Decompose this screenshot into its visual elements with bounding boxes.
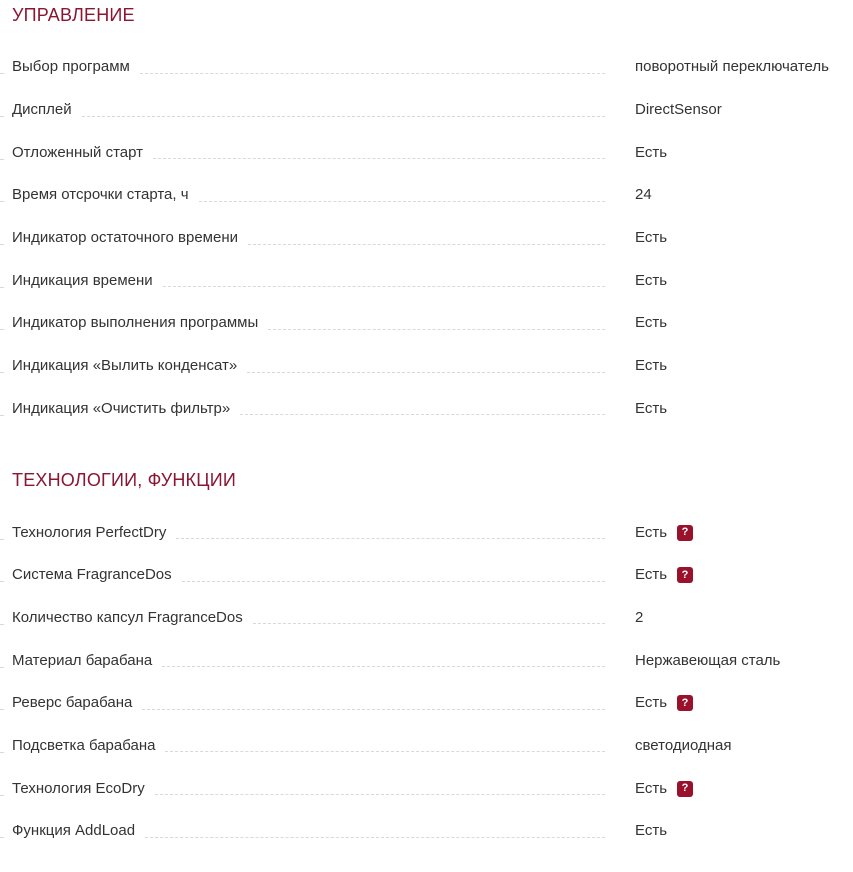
spec-row-right — [635, 357, 853, 375]
spec-row — [0, 131, 853, 174]
spec-label: Время отсрочки старта, ч — [12, 186, 189, 204]
spec-row-left — [12, 694, 605, 712]
spec-label: Система FragranceDos — [12, 566, 172, 584]
spec-row-right — [635, 524, 853, 542]
spec-row-right — [635, 737, 853, 755]
spec-value: поворотный переключатель — [635, 58, 829, 76]
spec-label: Функция AddLoad — [12, 822, 136, 840]
spec-label: Реверс барабана — [12, 694, 133, 712]
spec-row-right — [635, 58, 853, 76]
spec-row — [0, 767, 853, 810]
spec-label: Количество капсул FragranceDos — [12, 608, 243, 626]
spec-row-left — [12, 609, 605, 627]
spec-row-left — [12, 822, 605, 840]
dotted-leader — [162, 666, 605, 667]
dotted-leader — [165, 751, 605, 752]
spec-row-right — [635, 694, 853, 712]
spec-row-left — [12, 186, 605, 204]
dotted-leader — [153, 158, 605, 159]
spec-row — [0, 217, 853, 260]
spec-row-left — [12, 58, 605, 76]
spec-label: Выбор программ — [12, 58, 130, 76]
spec-value: Есть — [635, 694, 668, 712]
help-icon[interactable]: ? — [677, 567, 693, 583]
spec-row — [0, 639, 853, 682]
spec-row-right — [635, 780, 853, 798]
dotted-leader — [199, 201, 605, 202]
spec-row-right — [635, 652, 853, 670]
spec-row-left — [12, 229, 605, 247]
spec-row-left — [12, 272, 605, 290]
spec-row-right — [635, 314, 853, 332]
dotted-leader — [182, 581, 605, 582]
dotted-leader — [248, 244, 605, 245]
spec-row — [0, 345, 853, 388]
spec-row-left — [12, 144, 605, 162]
spec-label: Индикация «Очистить фильтр» — [12, 399, 231, 417]
spec-row-right — [635, 144, 853, 162]
spec-row — [0, 174, 853, 217]
dotted-leader — [142, 709, 605, 710]
spec-row — [0, 89, 853, 132]
dotted-leader — [163, 286, 605, 287]
dotted-leader — [247, 372, 605, 373]
spec-value: Есть — [635, 229, 668, 247]
spec-value: Есть — [635, 357, 668, 375]
spec-row — [0, 725, 853, 768]
section-title: УПРАВЛЕНИЕ — [12, 5, 135, 25]
dotted-leader — [176, 538, 605, 539]
spec-value: Есть — [635, 314, 668, 332]
help-icon[interactable]: ? — [677, 525, 693, 541]
spec-label: Подсветка барабана — [12, 736, 156, 754]
section-rows — [0, 511, 853, 853]
spec-row-right — [635, 101, 853, 119]
section-rows — [0, 46, 853, 430]
spec-label: Индикация времени — [12, 271, 153, 289]
spec-row-left — [12, 357, 605, 375]
spec-value: Нержавеющая сталь — [635, 651, 781, 669]
spec-row-right — [635, 186, 853, 204]
spec-value: Есть — [635, 566, 668, 584]
spec-label: Отложенный старт — [12, 143, 144, 161]
section-title: ТЕХНОЛОГИИ, ФУНКЦИИ — [12, 470, 237, 491]
spec-row-right — [635, 609, 853, 627]
spec-row — [0, 554, 853, 597]
spec-section — [0, 469, 853, 853]
spec-value: Есть — [635, 399, 668, 417]
spec-row-right — [635, 566, 853, 584]
spec-label: Материал барабана — [12, 651, 153, 669]
spec-value: Есть — [635, 822, 668, 840]
spec-row — [0, 46, 853, 89]
spec-row-left — [12, 780, 605, 798]
dotted-leader — [140, 73, 605, 74]
spec-row-left — [12, 566, 605, 584]
dotted-leader — [253, 623, 605, 624]
spec-row-left — [12, 652, 605, 670]
dotted-leader — [155, 794, 605, 795]
spec-value: Есть — [635, 779, 668, 797]
spec-row-left — [12, 400, 605, 418]
spec-value: DirectSensor — [635, 101, 722, 119]
dotted-leader — [82, 116, 605, 117]
spec-label: Индикатор остаточного времени — [12, 229, 238, 247]
spec-label: Дисплей — [12, 101, 72, 119]
spec-row — [0, 388, 853, 431]
spec-row-left — [12, 314, 605, 332]
spec-value: Есть — [635, 523, 668, 541]
spec-row — [0, 511, 853, 554]
dotted-leader — [145, 837, 605, 838]
spec-row-left — [12, 737, 605, 755]
dotted-leader — [268, 329, 605, 330]
spec-row-right — [635, 229, 853, 247]
spec-value: Есть — [635, 271, 668, 289]
spec-row — [0, 259, 853, 302]
spec-row-left — [12, 524, 605, 542]
spec-section — [0, 4, 853, 430]
spec-value: 2 — [635, 608, 644, 626]
spec-row-left — [12, 101, 605, 119]
spec-label: Индикация «Вылить конденсат» — [12, 357, 238, 375]
spec-value: Есть — [635, 143, 668, 161]
help-icon[interactable]: ? — [677, 695, 693, 711]
spec-label: Технология PerfectDry — [12, 523, 167, 541]
dotted-leader — [240, 414, 605, 415]
spec-row — [0, 597, 853, 640]
spec-row-right — [635, 272, 853, 290]
spec-row — [0, 682, 853, 725]
spec-row — [0, 810, 853, 853]
spec-label: Индикатор выполнения программы — [12, 314, 259, 332]
spec-value: 24 — [635, 186, 652, 204]
spec-value: светодиодная — [635, 736, 732, 754]
spec-row-right — [635, 400, 853, 418]
help-icon[interactable]: ? — [677, 781, 693, 797]
spec-label: Технология EcoDry — [12, 779, 145, 797]
spec-row — [0, 302, 853, 345]
spec-row-right — [635, 822, 853, 840]
